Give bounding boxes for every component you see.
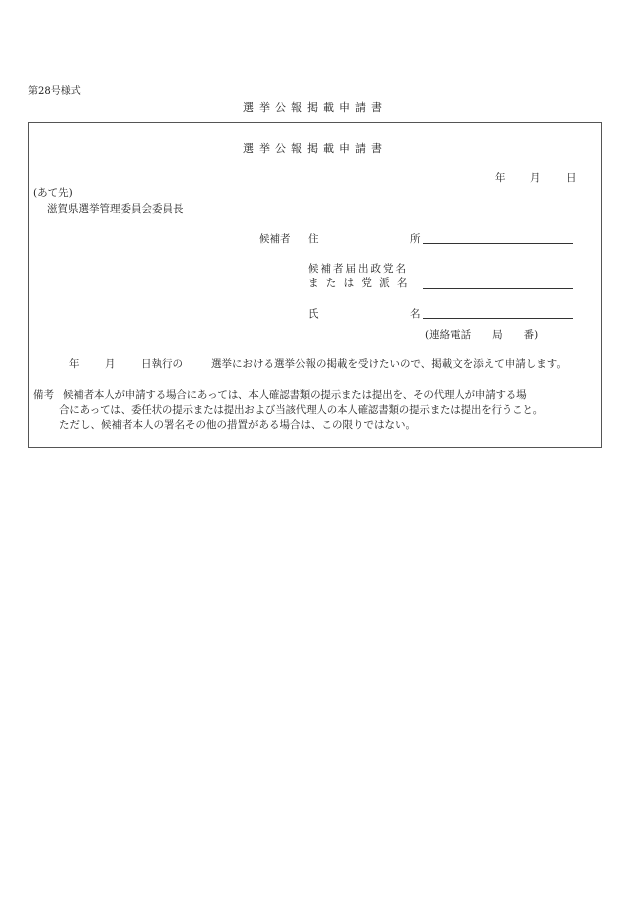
date-day-label: 日: [566, 172, 577, 184]
date-year-label: 年: [495, 172, 506, 184]
outer-title: 選挙公報掲載申請書: [243, 101, 387, 114]
notes-line-2: 合にあっては、委任状の提示または提出および当該代理人の本人確認書類の提示または提出を行うこと。: [59, 404, 543, 416]
notes-label: 備考: [33, 389, 54, 401]
date-month-label: 月: [530, 172, 541, 184]
notes-line-3: ただし、候補者本人の署名その他の措置がある場合は、この限りではない。: [59, 419, 416, 431]
party-label-line1: 候補者届出政党名: [308, 263, 408, 275]
party-field-line[interactable]: [423, 288, 573, 289]
statement-year: 年: [69, 358, 80, 370]
address-label-1: 住: [308, 233, 319, 245]
name-label-1: 氏: [308, 308, 319, 320]
candidate-role-label: 候補者: [259, 233, 291, 245]
statement-body: 選挙における選挙公報の掲載を受けたいので、掲載文を添えて申請します。: [211, 358, 567, 370]
name-label-2: 名: [410, 308, 421, 320]
address-label-2: 所: [410, 233, 421, 245]
inner-title: 選挙公報掲載申請書: [243, 142, 387, 155]
address-field-line[interactable]: [423, 243, 573, 244]
notes-line-1: 候補者本人が申請する場合にあっては、本人確認書類の提示または提出を、その代理人が申請する場: [63, 389, 527, 401]
addressee-name: 滋賀県選挙管理委員会委員長: [47, 203, 184, 215]
contact-phone: (連絡電話 局 番): [425, 329, 539, 341]
statement-day-exec: 日執行の: [141, 358, 183, 370]
party-label-line2: または党派名: [308, 277, 415, 289]
addressee-label: (あて先): [33, 187, 73, 199]
form-number: 第28号様式: [28, 86, 81, 97]
name-field-line[interactable]: [423, 318, 573, 319]
statement-month: 月: [105, 358, 116, 370]
application-form-box: [28, 122, 602, 448]
